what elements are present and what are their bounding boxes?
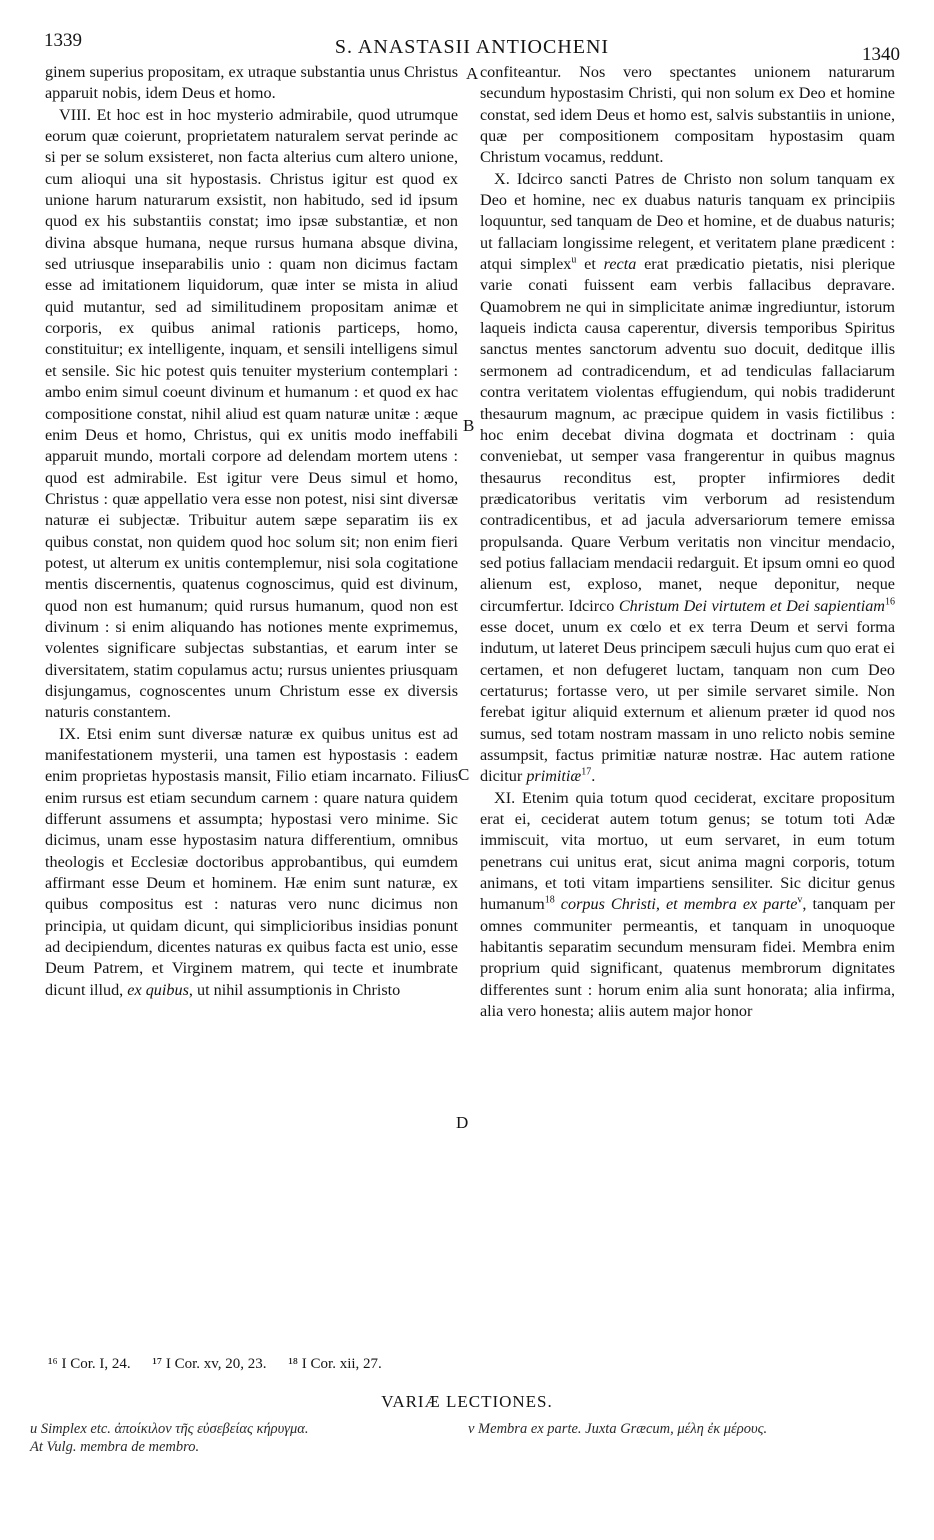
left-column: [45, 62, 458, 1001]
footnotes: [48, 1356, 898, 1373]
variant-reading-v: v Membra ex parte. Juxta Græcum, μέλη ἐκ μέρους.: [468, 1421, 768, 1437]
footnote-18: ¹⁸ I Cor. xii, 27.: [288, 1356, 382, 1372]
right-paragraph-1: confiteantur. Nos vero spectantes unionem naturarum secundum hypostasim Christi, qui non solum ex Deo et homine constat, sed idem Deus et homo est, salvis substantiis in unione, quæ per compositionem compositam hypostasim quam Christum vocamus, reddunt.: [480, 63, 895, 167]
footnote-16: ¹⁶ I Cor. I, 24.: [48, 1356, 131, 1372]
section-marker-d: D: [456, 1113, 469, 1132]
right-column: [480, 62, 895, 1022]
left-paragraph-ix: IX. Etsi enim sunt diversæ naturæ ex quibus unitus est ad manifestationem mysterii, una tamen est hypostasis : eadem enim proprietas hypostasis mansit, Filio etiam incarnato. Filius enim rursus est etiam secundum carnem : quare natura quidem differunt assumens et assumpta; hypostasi vero minime. Sic dicimus, unam esse hypostasim natura differentium, omnibus theologis et Ecclesiæ doctoribus approbantibus, qui eumdem affirmant esse Deum et hominem. Hæ enim sunt naturæ, ex quibus compositus est : naturas vero nunc dicimus non principia, ut quidam dicunt, qui simplicioribus insidias ponunt ad decipiendum, dicentes naturas ex quibus facta est unio, esse Deum Patrem, et Virginem matrem, qui tecte et inumbrate dicunt illud, ex quibus, ut nihil assumptionis in Christo: [45, 724, 458, 999]
left-column-number: 1339: [44, 30, 82, 51]
page-header: [44, 30, 900, 65]
right-paragraph-x: X. Idcirco sancti Patres de Christo non solum tanquam ex Deo et homine, nec ex duabus naturis tanquam ex principiis loquuntur, sed tanquam de Deo et homine, et de duabus naturis; ut fallaciam longissime relegent, et veritatem plane prædicent : atqui simplex$^u$ et recta erat prædicatio pietatis, nisi plerique varie conati fuissent eam verbis fallacibus depravare. Quamobrem ne qui in simplicitate animæ ingrediuntur, istorum laqueis indicta causa caperentur, diversis temporibus Spiritus sanctus mentes sanctorum adventu suo docuit, deditque illis sermonem ad contradicendum, et ad tendiculas fallaciarum contra veritatem violentas effugiendum, qui nobis tradiderunt thesaurum magnum, ac præcipue quidem in vasis fictilibus : hoc enim decebat divina dogmata et doctrinam : quia conveniebat, ut semper vasa frangerentur in quibus magnus thesaurus reconditus est, propter infirmiores dedit prædicatoribus veritatis vim verborum ad resistendum contradicentibus, et ad jacula adversariorum temere emissa propulsanda. Quare Verbum veritatis non vincitur mendacio, sed potius fallaciam mendacii redarguit. Et ipsum omni eo quod alienum est, exploso, manet, neque deponitur, neque circumfertur. Idcirco Christum Dei virtutem et Dei sapientiam$^{16}$ esse docet, unum ex cœlo et ex terra Deum et servi forma indutum, ut lateret Deus principem sæculi hujus cum quo erat ei certamen, et non defugeret luctam, tanquam non cum Deo certaturus; fortasse vero, ut per simile servaret simile. Non ferebat igitur aliquid externum et alienum præter id quod nos sumus, sed totam nostram massam in uno relicto nobis semine assumpsit, factus primitiæ naturæ nostræ. Hac autem ratione dicitur primitiæ$^{17}$.: [480, 169, 896, 786]
right-paragraph-xi: XI. Etenim quia totum quod ceciderat, excitare propositum erat ei, ceciderat autem totum genus; se totum toti Adæ immiscuit, vita mortuo, ut eum servaret, in eum totum penetrans cui unitus erat, sicut anima magni corporis, totum animans, et toti vitam impartiens sensiliter. Sic dicitur genus humanum$^{18}$ corpus Christi, et membra ex parte$^v$, tanquam per omnes communiter permeantis, et tanquam in unoquoque habitantis separatim secundum mensuram fidei. Membra enim proprium quid significant, quatenus membrorum dignitates differentes sunt : horum enim alia sunt honorata; alia infirma, alia vero honesta; aliis autem major honor: [480, 788, 895, 1021]
variae-lectiones-heading: VARIÆ LECTIONES.: [381, 1392, 553, 1411]
running-title: S. ANASTASII ANTIOCHENI: [334, 36, 610, 58]
variant-reading-u: u Simplex etc. ἀποίκιλον τῆς εὐσεβείας κήρυγμα. At Vulg. membra de membro.: [30, 1421, 309, 1455]
section-marker-c: C: [458, 765, 470, 784]
left-paragraph-1: ginem superius propositam, ex utraque substantia unus Christus apparuit nobis, idem Deus et homo.: [45, 63, 458, 103]
left-paragraph-viii: VIII. Et hoc est in hoc mysterio admirabile, quod utrumque eorum quæ coierunt, proprietatem naturalem servat perinde ac si per se solum exsisteret, non facta alterius cum altero unione, cum alioqui una sit hypostasis. Christus igitur est quod ex unione harum naturarum exsistit, non habitudo, sed id ipsum quod ex his substantiis constat; imo ipsæ substantiæ, et non divina absque humana, neque rursus humana absque divina, sed utriusque inseparabilis unio : quam non dicimus factam esse ad imitationem liquidorum, quæ inter se mista in aliud quid mutantur, sed ad similitudinem propositam animæ et corporis, ex quibus animal rationis particeps, homo, constituitur; ex intelligente, inquam, et sensili intelligens simul et sensile. Sic hic potest quis tenuiter mysterium contemplari : ambo enim simul coeunt divinum et humanum : et quod ex hac compositione constat, nihil aliud est quam naturæ unitæ : æque enim Deus et homo, Christus, qui ex unitis modo ineffabili apparuit mundo, mortali corpore ad delendam mortem utens : quod est admirabile. Est igitur vere Deus simul et homo, Christus : quæ appellatio vera esse non potest, nisi sint diversæ naturæ ei subjectæ. Tribuitur autem sæpe separatim iis ex quibus constat, non quidem quod hoc solum sit; non enim fieri potest, ut alterum ex unitis contemplemur, nisi sola cogitatione mentis discernentis, quatenus cognoscimus, quid est divinum, quod non est humanum; quid rursus humanum, quod non est divinum : si enim aliquando has notiones mente exprimemus, volentes significare subjectas substantias, et earum inter se diversitatem, statim copulamus actu; rursus unientes priusquam disjungamus, cognoscentes unum Christum esse ex diversis naturis constantem.: [45, 105, 458, 722]
section-marker-a: A: [466, 64, 479, 83]
right-column-number: 1340: [862, 44, 900, 65]
section-marker-b: B: [463, 416, 475, 435]
footnote-17: ¹⁷ I Cor. xv, 20, 23.: [152, 1356, 267, 1372]
